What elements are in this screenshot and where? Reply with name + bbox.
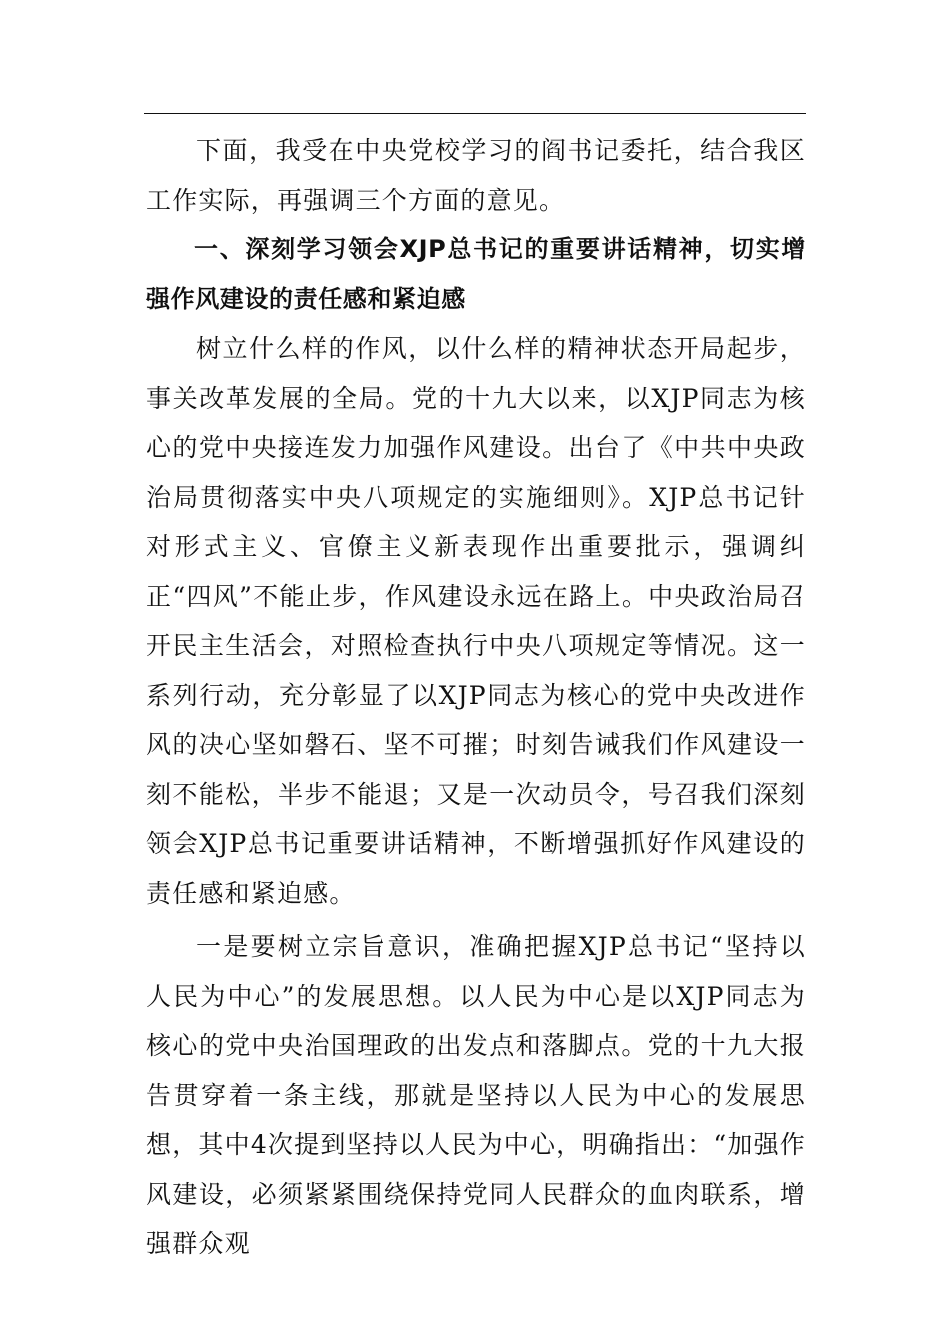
body-paragraph-1: 树立什么样的作风，以什么样的精神状态开局起步，事关改革发展的全局。党的十九大以来，以XJP同志为核心的党中央接连发力加强作风建设。出台了《中共中央政治局贯彻落实中央八项规定的实施细则》。XJP总书记针对形式主义、官僚主义新表现作出重要批示，强调纠正“四风”不能止步，作风建设永远在路上。中央政治局召开民主生活会，对照检查执行中央八项规定等情况。这一系列行动，充分彰显了以XJP同志为核心的党中央改进作风的决心坚如磐石、坚不可摧；时刻告诫我们作风建设一刻不能松，半步不能退；又是一次动员令，号召我们深刻领会XJP总书记重要讲话精神，不断增强抓好作风建设的责任感和紧迫感。 <box>146 334 806 908</box>
body-paragraph-2: 一是要树立宗旨意识，准确把握XJP总书记“坚持以人民为中心”的发展思想。以人民为中心是以XJP同志为核心的党中央治国理政的出发点和落脚点。党的十九大报告贯穿着一条主线，那就是坚持以人民为中心的发展思想，其中4次提到坚持以人民为中心，明确指出：“加强作风建设，必须紧紧围绕保持党同人民群众的血肉联系，增强群众观 <box>146 932 806 1258</box>
intro-paragraph: 下面，我受在中央党校学习的阎书记委托，结合我区工作实际，再强调三个方面的意见。 <box>146 136 806 215</box>
document-body <box>146 126 806 1269</box>
header-rule <box>144 113 806 114</box>
section-heading: 一、深刻学习领会XJP总书记的重要讲话精神，切实增强作风建设的责任感和紧迫感 <box>146 235 806 313</box>
